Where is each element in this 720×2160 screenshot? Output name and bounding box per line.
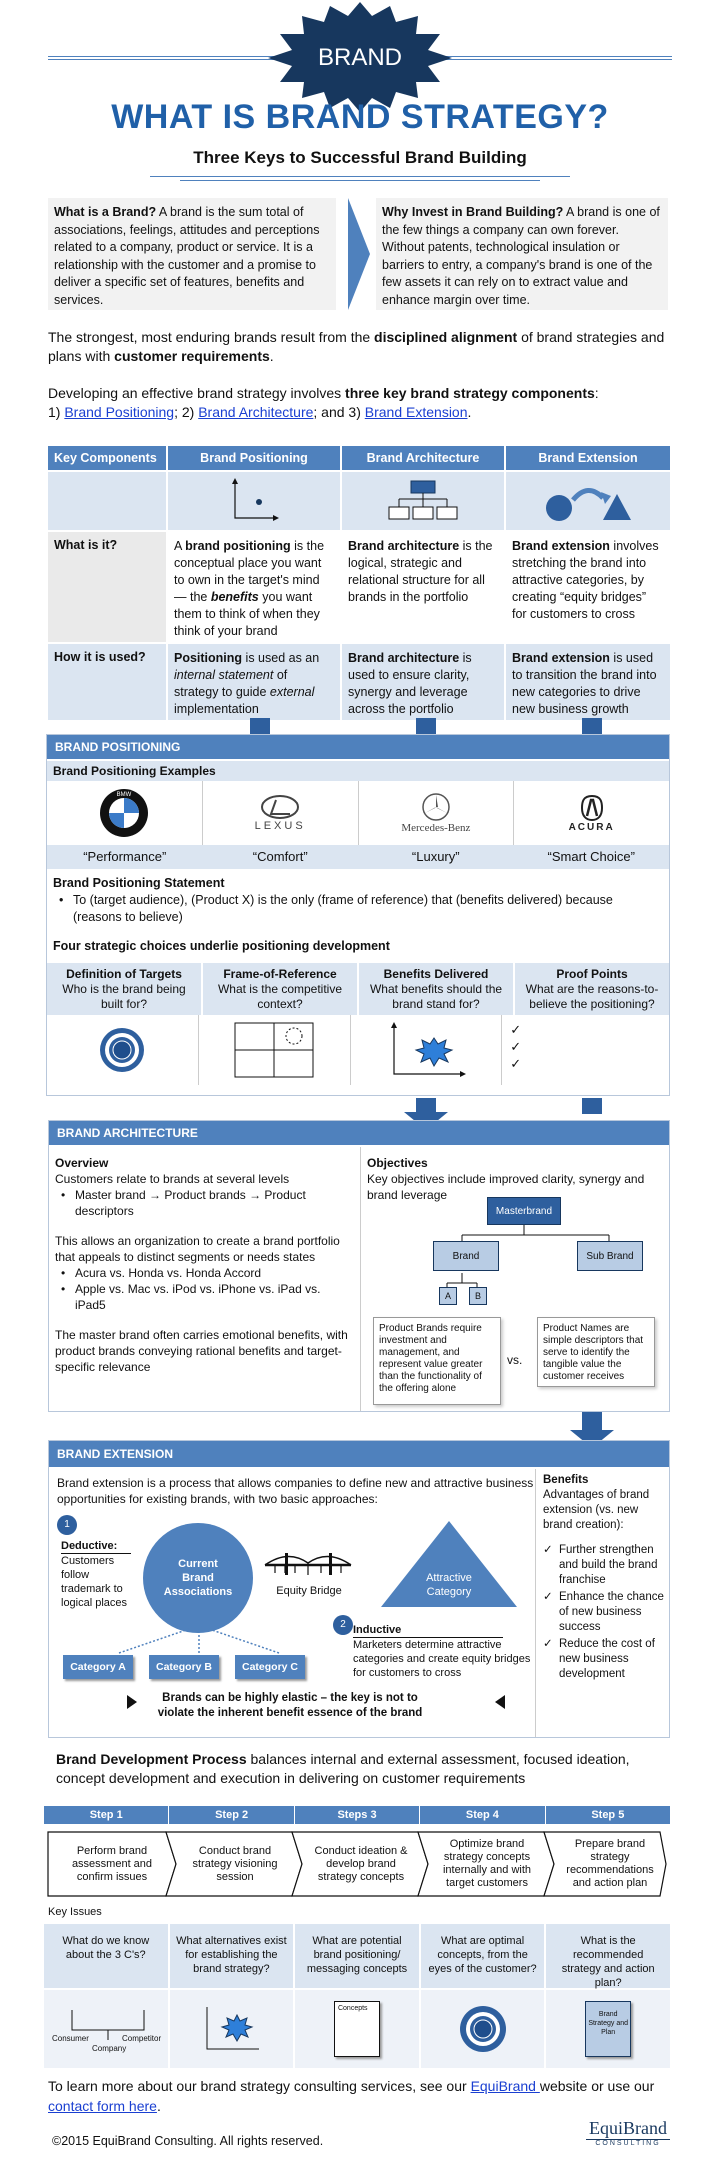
category-a-button: Category A (63, 1655, 133, 1679)
components-icon-row (48, 472, 670, 530)
quote-mercedes: “Luxury” (411, 849, 460, 864)
para2-n2: ; 2) (174, 404, 199, 420)
page-subtitle: Three Keys to Successful Brand Building (193, 148, 527, 167)
bmw-logo (47, 781, 203, 845)
step-5-label: Step 5 (591, 1809, 625, 1821)
architecture-section (48, 1120, 670, 1412)
components-table (48, 446, 670, 720)
benefits-block (543, 1473, 667, 1684)
question-2: What alternatives exist for establishing the brand strategy? (170, 1924, 296, 1988)
master-text: The master brand often carries emotional benefits, with product brands conveying rational benefits and target-specific relevance (55, 1328, 348, 1374)
extension-title: BRAND EXTENSION (49, 1441, 669, 1467)
three-cs-diagram (44, 1990, 170, 2068)
positioning-title: BRAND POSITIONING (47, 735, 669, 759)
extension-section (48, 1440, 670, 1738)
process-intro-bold: Brand Development Process (56, 1751, 247, 1767)
example-item: • Apple vs. Mac vs. iPod vs. iPhone vs. iPad vs. iPad5 (55, 1281, 354, 1313)
positioning-section (46, 734, 670, 1096)
positioning-examples-title: Brand Positioning Examples (47, 761, 669, 781)
equibrand-website-link[interactable]: EquiBrand (470, 2078, 540, 2094)
questions-row (44, 1924, 670, 1988)
category-b-button: Category B (149, 1655, 219, 1679)
mercedes-logo (359, 781, 515, 845)
col-key-components: Key Components (48, 446, 168, 470)
para2-n1: 1) (48, 404, 65, 420)
step-1-action: Perform brand assessment and confirm issues (71, 1844, 153, 1883)
number-1-badge: 1 (57, 1515, 77, 1535)
question-5: What is the recommended strategy and action plan? (561, 1935, 655, 1989)
statement-title: Brand Positioning Statement (53, 876, 225, 890)
copyright: ©2015 EquiBrand Consulting. All rights reserved. (52, 2134, 324, 2148)
step-1-label: Step 1 (44, 1806, 169, 1824)
acura-text: ACURA (568, 821, 615, 833)
choices-icon-row (47, 1015, 669, 1085)
para2-end: . (467, 404, 472, 420)
equibrand-logo (586, 2118, 670, 2147)
frame-grid-icon (234, 1022, 314, 1078)
para1-bold-a: disciplined alignment (374, 329, 518, 345)
choice-benefits: Benefits Delivered What benefits should the brand stand for? (359, 963, 515, 1015)
competitor-label: Competitor (122, 2034, 162, 2043)
page-title: WHAT IS BRAND STRATEGY? (111, 98, 609, 136)
statement-text: • To (target audience), (Product X) is the only (frame of reference) that (benefits delivered) because (reasons to believe) (53, 892, 663, 926)
check-icon: ✓ (510, 1039, 522, 1054)
target-optimal-icon (458, 2004, 508, 2054)
why-invest-text: A brand is one of the few things a company can own forever. Without patents, technological insulation or barriers to entry, a company's brand is one of the few assets it can rely on to extract value and enhance margin over time. (382, 205, 660, 307)
brand-logos-row (47, 781, 669, 845)
concepts-doc-icon: Concepts (334, 2001, 380, 2057)
subtitle-rule (150, 176, 570, 177)
step-5-action: Prepare brand strategy recommendations and action plan (566, 1838, 654, 1889)
inductive-block (353, 1623, 543, 1680)
col-brand-extension: Brand Extension (538, 451, 638, 465)
components-header-row (48, 446, 670, 470)
link-brand-architecture[interactable]: Brand Architecture (198, 404, 314, 420)
check-icon: ✓ (510, 1022, 522, 1037)
para2-n3: ; and 3) (313, 404, 365, 420)
architecture-overview (49, 1147, 361, 1411)
tree-a: A (439, 1287, 457, 1305)
what-is-it-label: What is it? (48, 532, 168, 642)
example-item: • Acura vs. Honda vs. Honda Accord (55, 1265, 354, 1281)
company-label: Company (92, 2044, 127, 2053)
bridge-icon (263, 1545, 353, 1581)
benefits-burst-icon (386, 1022, 466, 1078)
key-issues-label: Key Issues (48, 1906, 102, 1918)
col-brand-positioning: Brand Positioning (168, 446, 342, 470)
category-c-button: Category C (235, 1655, 305, 1679)
step-2-action: Conduct brand strategy visioning session (192, 1844, 278, 1883)
contact-form-link[interactable]: contact form here (48, 2098, 157, 2114)
tree-brand: Brand (433, 1241, 499, 1271)
tree-sub-brand: Sub Brand (577, 1241, 643, 1271)
deductive-title: Deductive: (61, 1539, 131, 1554)
objectives-title: Objectives (367, 1156, 428, 1170)
benefits-intro: Advantages of brand extension (vs. new brand creation): (543, 1489, 650, 1531)
benefits-divider (535, 1469, 536, 1737)
step-3-label: Steps 3 (295, 1806, 420, 1824)
para1-text-a: The strongest, most enduring brands result from the (48, 329, 375, 345)
objectives-text: Key objectives include improved clarity, synergy and brand leverage (367, 1172, 645, 1202)
brand-quotes-row (47, 845, 669, 869)
acura-emblem-icon (578, 794, 606, 822)
architecture-title: BRAND ARCHITECTURE (49, 1121, 669, 1145)
number-2-badge: 2 (333, 1615, 353, 1635)
inductive-text: Marketers determine attractive categories and create equity bridges for customers to cross (353, 1639, 531, 1679)
alignment-paragraph (48, 328, 672, 366)
footer-text-b: website or use our (539, 2078, 655, 2094)
what-is-brand-text: A brand is the sum total of associations, feelings, attitudes and perceptions related to a company, product or service. It is a relationship with the customer and a promise to deliver a specific set of features, benefits and services. (54, 205, 320, 307)
step-3-action: Conduct ideation & develop brand strategy concepts (314, 1844, 408, 1883)
process-intro (56, 1750, 666, 1788)
intro-arrow (348, 198, 370, 310)
para1-text-b: of brand strategies and plans with (48, 329, 665, 364)
choices-title: Four strategic choices underlie positioning development (53, 939, 390, 953)
tree-b: B (469, 1287, 487, 1305)
why-invest-heading: Why Invest in Brand Building? (382, 205, 564, 219)
quote-lexus: “Comfort” (252, 849, 308, 864)
how-architecture: Brand architecture is used to ensure clarity, synergy and leverage across the portfolio (342, 644, 506, 720)
check-icon: ✓ (510, 1056, 522, 1071)
para2-colon: : (594, 385, 599, 401)
mercedes-text: Mercedes-Benz (401, 822, 471, 834)
alternatives-burst-icon (201, 2005, 261, 2053)
what-is-brand-heading: What is a Brand? (54, 205, 157, 219)
acura-logo (514, 781, 669, 845)
choices-row (47, 963, 669, 1015)
how-positioning: Positioning is used as an internal statement of strategy to guide external implementation (168, 644, 342, 720)
brand-badge-text: BRAND (317, 44, 402, 71)
allows-text: This allows an organization to create a brand portfolio that appeals to distinct segments or needs states (55, 1234, 340, 1264)
question-1: What do we know about the 3 C's? (44, 1924, 170, 1988)
process-steps-header (44, 1806, 670, 1824)
question-4: What are optimal concepts, from the eyes of the customer? (421, 1924, 547, 1988)
product-brands-box: Product Brands require investment and management, and represent value greater than the functionality of the offering alone (373, 1317, 501, 1405)
bmw-logo-icon (99, 788, 149, 838)
overview-title: Overview (55, 1156, 109, 1170)
deductive-block (61, 1539, 141, 1610)
col-brand-architecture: Brand Architecture (342, 446, 506, 470)
how-used-label: How it is used? (48, 644, 168, 720)
product-names-box: Product Names are simple descriptors that serve to identify the tangible value the customer receives (537, 1317, 655, 1387)
what-extension: Brand extension involves stretching the brand into attractive categories, by creating “equity bridges” for customers to cross (506, 532, 670, 642)
how-used-row (48, 644, 670, 720)
benefit-item: ✓ Reduce the cost of new business development (543, 1637, 667, 1682)
bmw-text: BMW (117, 792, 132, 798)
footer-cta (48, 2076, 668, 2116)
benefit-item: ✓ Further strengthen and build the brand franchise (543, 1543, 667, 1588)
connector-extension (582, 718, 602, 734)
choice-frame: Frame-of-Reference What is the competitive context? (203, 963, 359, 1015)
what-positioning: A brand positioning is the conceptual place you want to own in the target's mind — the benefits you want them to think of when they think of your brand (168, 532, 342, 642)
para2-bold: three key brand strategy components (345, 385, 595, 401)
what-is-brand-box (48, 198, 336, 310)
target-icon (98, 1026, 146, 1074)
tree-masterbrand: Masterbrand (487, 1197, 561, 1225)
architecture-objectives (367, 1155, 667, 1203)
extension-icon (543, 478, 633, 524)
equity-bridge-label: Equity Bridge (276, 1585, 342, 1597)
why-invest-box (376, 198, 668, 310)
axes-icon (229, 478, 279, 524)
consumer-label: Consumer (52, 2034, 89, 2043)
para2-text-a: Developing an effective brand strategy involves (48, 385, 346, 401)
benefits-title: Benefits (543, 1474, 589, 1486)
para1-end: . (269, 348, 274, 364)
hierarchy-icon (388, 479, 458, 523)
vs-label: vs. (507, 1353, 523, 1367)
levels-item: • Master brand → Product brands → Product descriptors (55, 1187, 354, 1219)
deductive-text: Customers follow trademark to logical places (61, 1555, 128, 1609)
equibrand-logo-text: EquiBrand (589, 2118, 667, 2138)
elastic-text: Brands can be highly elastic – the key is not to violate the inherent benefit essence of the brand (157, 1692, 423, 1719)
connector-square-ext (582, 1098, 602, 1114)
connector-architecture (416, 718, 436, 734)
inductive-title: Inductive (353, 1623, 503, 1638)
footer-text-a: To learn more about our brand strategy consulting services, see our (48, 2078, 471, 2094)
proof-checks (502, 1015, 669, 1085)
overview-text: Customers relate to brands at several levels (55, 1172, 290, 1186)
para1-bold-b: customer requirements (114, 348, 270, 364)
what-is-it-row (48, 532, 670, 642)
choice-proof: Proof Points What are the reasons-to-believe the positioning? (525, 967, 659, 1011)
process-icon-row (44, 1990, 670, 2068)
subtitle-rule-2 (180, 180, 540, 181)
quote-bmw: “Performance” (83, 849, 167, 864)
components-paragraph (48, 384, 672, 422)
lexus-logo (203, 781, 359, 845)
step-4-action: Optimize brand strategy concepts internally and with target customers (442, 1838, 532, 1889)
extension-intro: Brand extension is a process that allows companies to define new and attractive business opportunities for existing brands, with two basic approaches: (57, 1476, 534, 1506)
mercedes-star-icon (421, 792, 451, 822)
choice-targets: Definition of Targets Who is the brand being built for? (47, 963, 203, 1015)
benefit-item: ✓ Enhance the chance of new business success (543, 1590, 667, 1635)
lexus-emblem-icon (260, 794, 300, 820)
equibrand-logo-sub: CONSULTING (586, 2139, 670, 2147)
triangle-right-icon (127, 1695, 137, 1709)
positioning-statement (47, 869, 669, 961)
step-4-label: Step 4 (420, 1806, 545, 1824)
plan-doc-icon: Brand Strategy and Plan (585, 2001, 631, 2057)
link-brand-extension[interactable]: Brand Extension (364, 404, 468, 420)
footer-text-c: . (156, 2098, 161, 2114)
process-intro-text: balances internal and external assessment, focused ideation, concept development and execution in delivering on customer requirements (56, 1751, 630, 1786)
what-architecture: Brand architecture is the logical, strategic and relational structure for all brands in the portfolio (342, 532, 506, 642)
question-3: What are potential brand positioning/ messaging concepts (295, 1924, 421, 1988)
triangle-left-icon (495, 1695, 505, 1709)
link-brand-positioning[interactable]: Brand Positioning (64, 404, 175, 420)
lexus-text: LEXUS (254, 820, 306, 832)
quote-acura: “Smart Choice” (547, 849, 635, 864)
how-extension: Brand extension is used to transition the brand into new categories to drive new business growth (512, 651, 657, 716)
connector-positioning (250, 718, 270, 734)
attractive-category-label: Attractive Category (426, 1572, 472, 1598)
step-2-label: Step 2 (169, 1806, 294, 1824)
current-brand-circle: Current Brand Associations (143, 1523, 253, 1633)
category-arrows (79, 1627, 319, 1657)
